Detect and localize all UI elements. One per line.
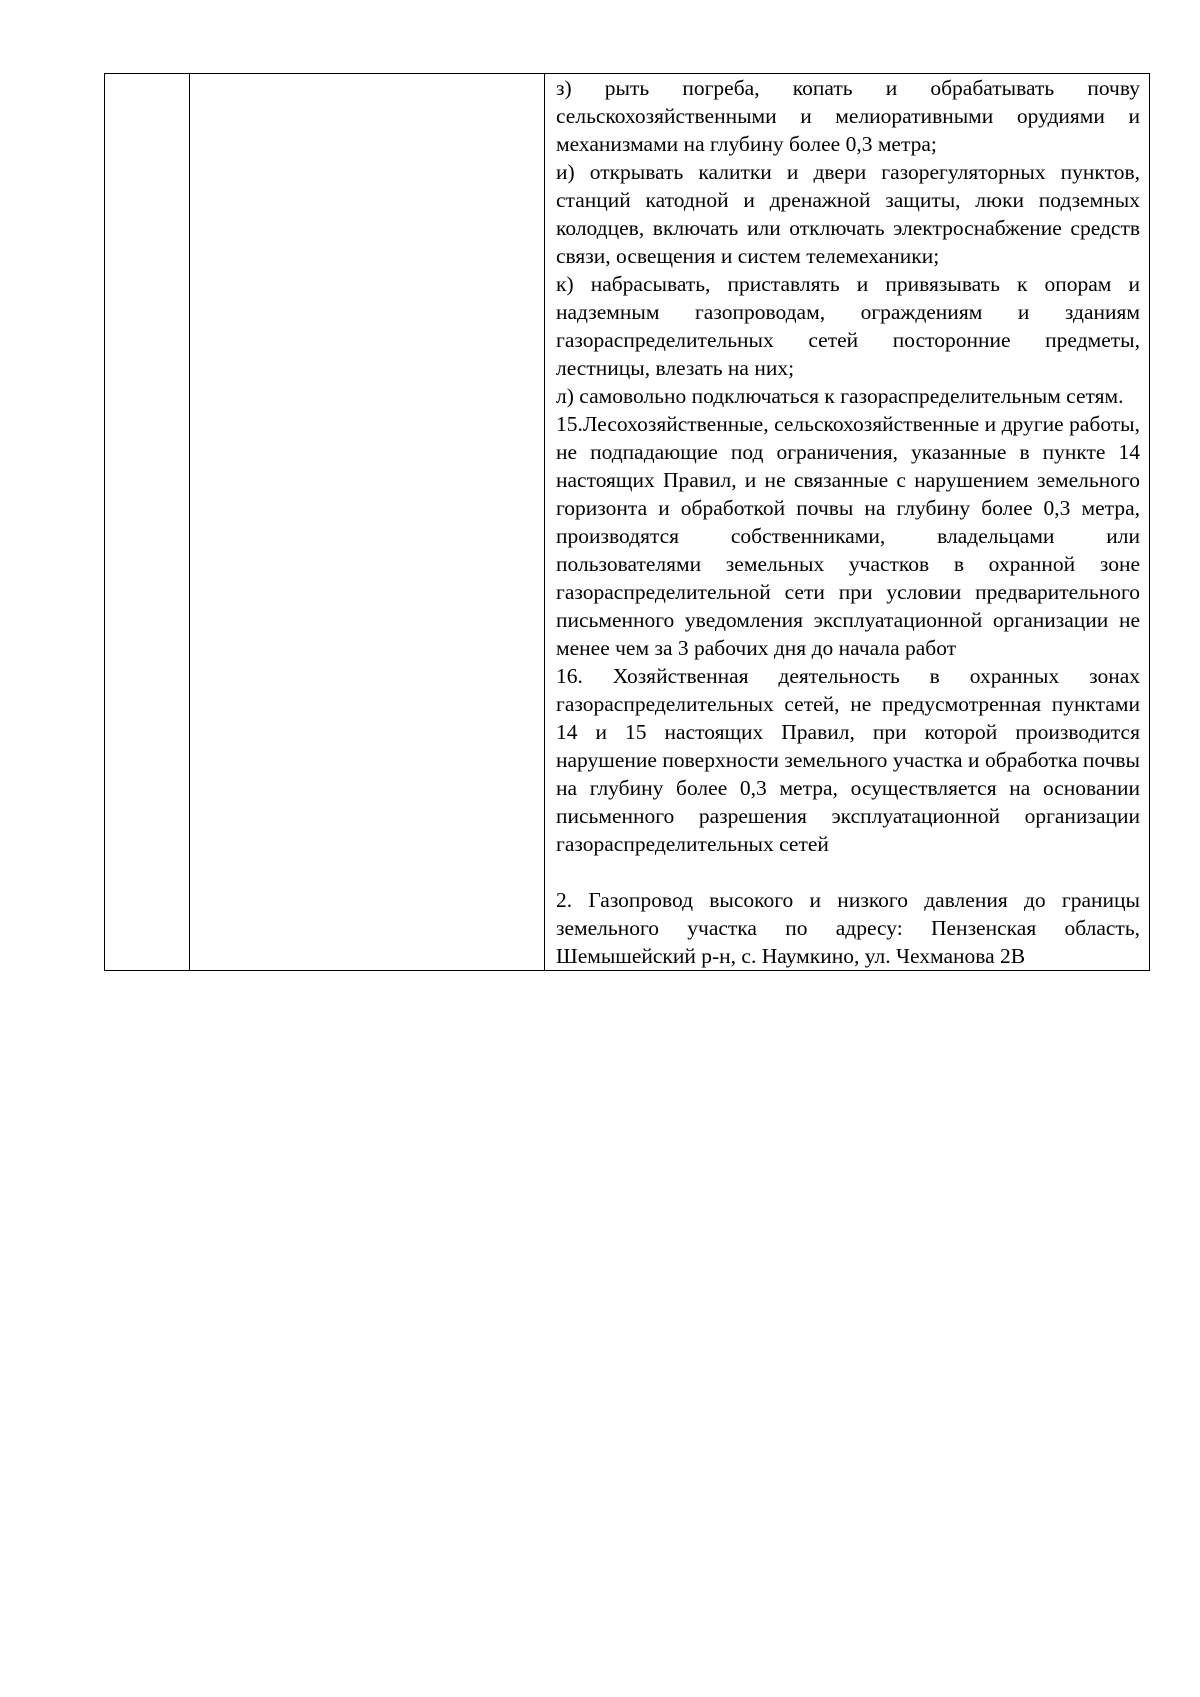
restrictions-text bbox=[545, 74, 1149, 970]
paragraph-item-k: к) набрасывать, приставлять и привязывать к опорам и надземным газопроводам, ограждениям и зданиям газораспределительных сетей посторонние предметы, лестницы, влезать на них; bbox=[556, 272, 1140, 380]
paragraph-item-i: и) открывать калитки и двери газорегуляторных пунктов, станций катодной и дренажной защиты, люки подземных колодцев, включать или отключать электроснабжение средств связи, освещения и систем телемеханики; bbox=[556, 160, 1140, 268]
paragraph-spacer bbox=[556, 858, 1140, 886]
table-cell-restrictions bbox=[545, 74, 1150, 971]
table-row bbox=[105, 74, 1150, 971]
table-cell-number bbox=[105, 74, 190, 971]
paragraph-clause-15: 15.Лесохозяйственные, сельскохозяйственные и другие работы, не подпадающие под ограничения, указанные в пункте 14 настоящих Правил, и не связанные с нарушением земельного горизонта и обработкой почвы на глубину более 0,3 метра, производятся собственниками, владельцами или пользователями земельных участков в охранной зоне газораспределительной сети при условии предварительного письменного уведомления эксплуатационной организации не менее чем за 3 рабочих дня до начала работ bbox=[556, 412, 1140, 660]
document-table bbox=[104, 73, 1150, 971]
paragraph-item-l: л) самовольно подключаться к газораспределительным сетям. bbox=[556, 384, 1124, 408]
paragraph-item-z: з) рыть погреба, копать и обрабатывать почву сельскохозяйственными и мелиоративными орудиями и механизмами на глубину более 0,3 метра; bbox=[556, 76, 1140, 156]
paragraph-clause-16: 16. Хозяйственная деятельность в охранных зонах газораспределительных сетей, не предусмотренная пунктами 14 и 15 настоящих Правил, при которой производится нарушение поверхности земельного участка и обработка почвы на глубину более 0,3 метра, осуществляется на основании письменного разрешения эксплуатационной организации газораспределительных сетей bbox=[556, 664, 1140, 856]
table-cell-object bbox=[190, 74, 545, 971]
gas-pipeline-description: 2. Газопровод высокого и низкого давления до границы земельного участка по адресу: Пензенская область, Шемышейский р-н, с. Наумкино, ул. Чехманова 2В bbox=[556, 888, 1140, 968]
